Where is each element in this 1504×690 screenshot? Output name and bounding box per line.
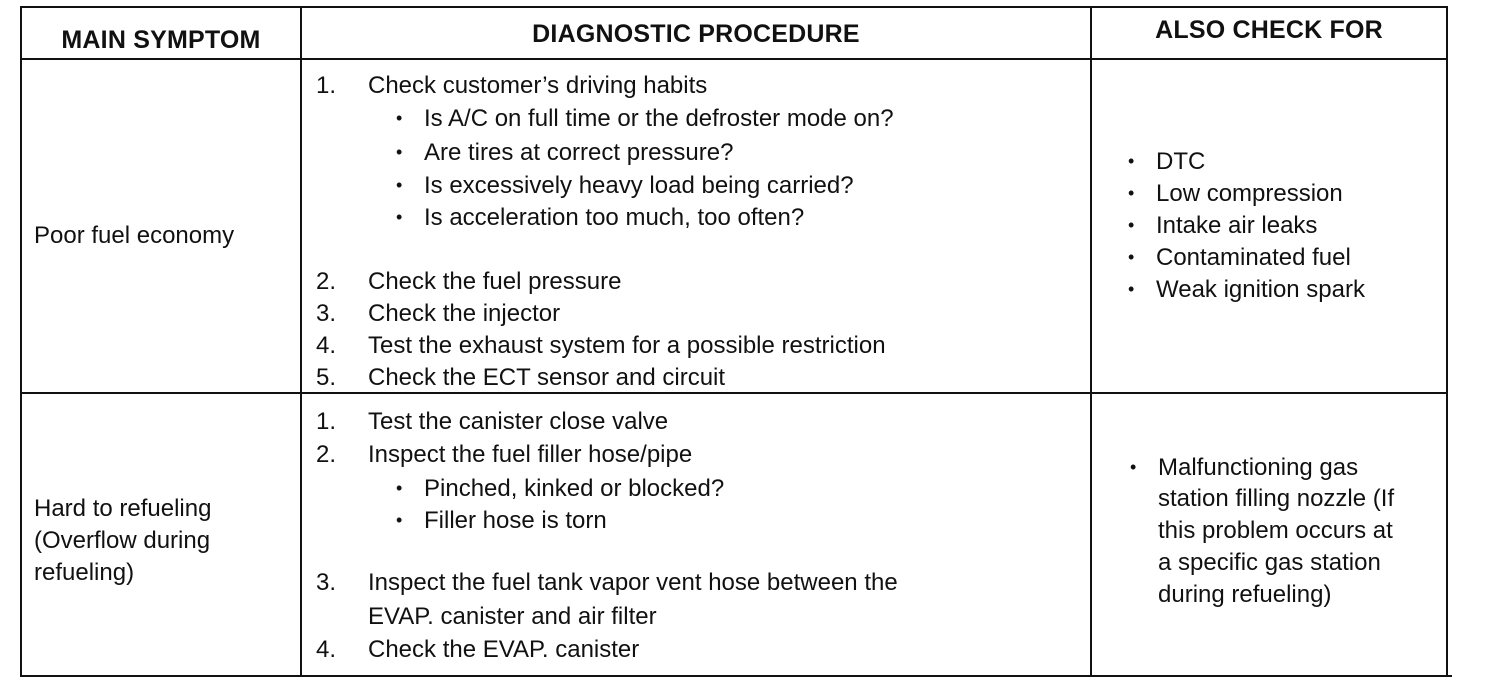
table-right-border — [1446, 6, 1448, 677]
list-item: 4. Test the exhaust system for a possible restriction — [316, 332, 886, 359]
list-item-continuation: EVAP. canister and air filter — [368, 603, 657, 630]
header-bottom-border — [20, 58, 1448, 60]
list-item: 5. Check the ECT sensor and circuit — [316, 364, 726, 391]
list-item: • Low compression — [1128, 180, 1343, 207]
list-item: 1. Check customer’s driving habits — [316, 72, 708, 99]
also-check-list-row2 — [1130, 451, 1444, 621]
sub-list-item: • Is acceleration too much, too often? — [396, 204, 805, 231]
sub-list-item: • Pinched, kinked or blocked? — [396, 475, 725, 502]
table-left-border — [20, 6, 22, 677]
procedure-list-row2 — [316, 406, 1086, 674]
table-bottom-border — [20, 675, 1452, 677]
symptom-hard-to-refueling: Hard to refueling (Overflow during refueling) — [34, 495, 212, 586]
column-divider-1 — [300, 6, 302, 677]
row-divider — [20, 392, 1448, 394]
list-item: 3. Check the injector — [316, 300, 561, 327]
header-also-check-for: ALSO CHECK FOR — [1155, 16, 1383, 44]
list-item: • Intake air leaks — [1128, 212, 1318, 239]
list-item-continuation: station filling nozzle (If — [1158, 485, 1395, 512]
column-divider-2 — [1090, 6, 1092, 677]
list-item-continuation: a specific gas station — [1158, 549, 1381, 576]
list-item-continuation: during refueling) — [1158, 581, 1332, 608]
list-item-continuation: this problem occurs at — [1158, 517, 1393, 544]
header-diagnostic-procedure: DIAGNOSTIC PROCEDURE — [532, 20, 860, 48]
header-main-symptom: MAIN SYMPTOM — [61, 26, 261, 54]
list-item: 2. Inspect the fuel filler hose/pipe — [316, 441, 693, 468]
sub-list-item: • Filler hose is torn — [396, 507, 607, 534]
procedure-list-row1 — [316, 70, 1086, 390]
list-item: 1. Test the canister close valve — [316, 408, 669, 435]
sub-list-item: • Is excessively heavy load being carried? — [396, 172, 854, 199]
list-item: • DTC — [1128, 148, 1206, 175]
list-item: 4. Check the EVAP. canister — [316, 636, 640, 663]
symptom-poor-fuel-economy: Poor fuel economy — [34, 222, 235, 249]
list-item: 2. Check the fuel pressure — [316, 268, 622, 295]
list-item: • Weak ignition spark — [1128, 276, 1365, 303]
table-top-border — [20, 6, 1448, 8]
list-item: • Contaminated fuel — [1128, 244, 1351, 271]
also-check-list-row1 — [1128, 145, 1444, 315]
sub-list-item: • Are tires at correct pressure? — [396, 139, 734, 166]
list-item: 3. Inspect the fuel tank vapor vent hose between the — [316, 569, 898, 596]
list-item: • Malfunctioning gas — [1130, 454, 1359, 481]
sub-list-item: • Is A/C on full time or the defroster mode on? — [396, 105, 894, 132]
